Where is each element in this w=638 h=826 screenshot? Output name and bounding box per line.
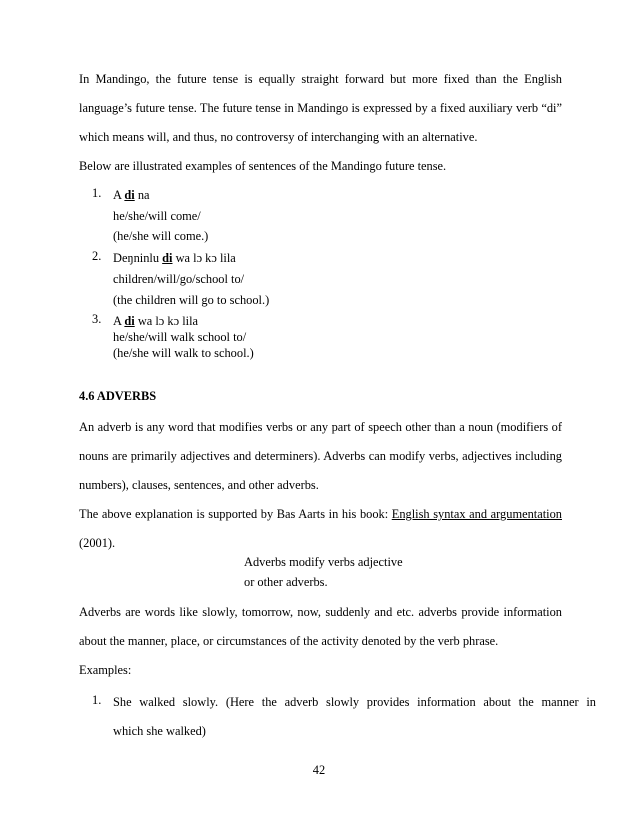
future-marker: di bbox=[124, 188, 135, 202]
support-line-2: (2001). bbox=[79, 536, 116, 550]
mandingo-sentence: Deŋninlu di wa lɔ kɔ lila bbox=[113, 251, 236, 265]
adverb-def-line-3: numbers), clauses, sentences, and other adverbs. bbox=[79, 478, 319, 492]
gloss: he/she/will walk school to/ bbox=[113, 330, 247, 344]
support-line-1: The above explanation is supported by Bas Aarts in his book: English syntax and argumentation bbox=[79, 507, 562, 521]
book-title: English syntax and argumentation bbox=[391, 507, 562, 521]
list-item bbox=[79, 693, 596, 740]
adverb-example-line-1: She walked slowly. (Here the adverb slowly provides information about the manner in bbox=[113, 695, 596, 709]
translation: (he/she will come.) bbox=[113, 229, 209, 243]
section-heading: 4.6 ADVERBS bbox=[79, 389, 157, 403]
adverb-def-line-1: An adverb is any word that modifies verbs or any part of speech other than a noun (modifiers of bbox=[79, 420, 562, 434]
future-marker: di bbox=[162, 251, 173, 265]
gloss: children/will/go/school to/ bbox=[113, 272, 245, 286]
gloss: he/she/will come/ bbox=[113, 209, 201, 223]
list-number: 1. bbox=[92, 186, 102, 200]
mandingo-sentence: A di na bbox=[113, 188, 150, 202]
list-item bbox=[79, 249, 596, 309]
list-number: 1. bbox=[92, 693, 102, 707]
adverb-words-line-2: about the manner, place, or circumstances of the activity denoted by the verb phrase. bbox=[79, 634, 499, 648]
intro-line-2: language’s future tense. The future tense in Mandingo is expressed by a fixed auxiliary verb “di” bbox=[79, 101, 562, 115]
mandingo-sentence: A di wa lɔ kɔ lila bbox=[113, 314, 199, 328]
translation: (the children will go to school.) bbox=[113, 293, 270, 307]
intro-line-3: which means will, and thus, no controversy of interchanging with an alternative. bbox=[79, 130, 478, 144]
list-item bbox=[79, 186, 596, 245]
translation: (he/she will walk to school.) bbox=[113, 346, 254, 360]
adverb-def-line-2: nouns are primarily adjectives and determiners). Adverbs can modify verbs, adjectives including bbox=[79, 449, 562, 463]
list-number: 2. bbox=[92, 249, 102, 263]
intro-line-1: In Mandingo, the future tense is equally straight forward but more fixed than the English bbox=[79, 72, 562, 86]
future-marker: di bbox=[124, 314, 135, 328]
adverb-words-line-1: Adverbs are words like slowly, tomorrow, now, suddenly and etc. adverbs provide information bbox=[79, 605, 562, 619]
page-number: 42 bbox=[312, 763, 326, 777]
list-item bbox=[79, 312, 596, 362]
quote-line-2: or other adverbs. bbox=[244, 575, 328, 589]
quote-line-1: Adverbs modify verbs adjective bbox=[244, 555, 403, 569]
examples-intro: Below are illustrated examples of sentences of the Mandingo future tense. bbox=[79, 159, 447, 173]
examples-label: Examples: bbox=[79, 663, 132, 677]
list-number: 3. bbox=[92, 312, 102, 326]
adverb-example-line-2: which she walked) bbox=[113, 724, 206, 738]
